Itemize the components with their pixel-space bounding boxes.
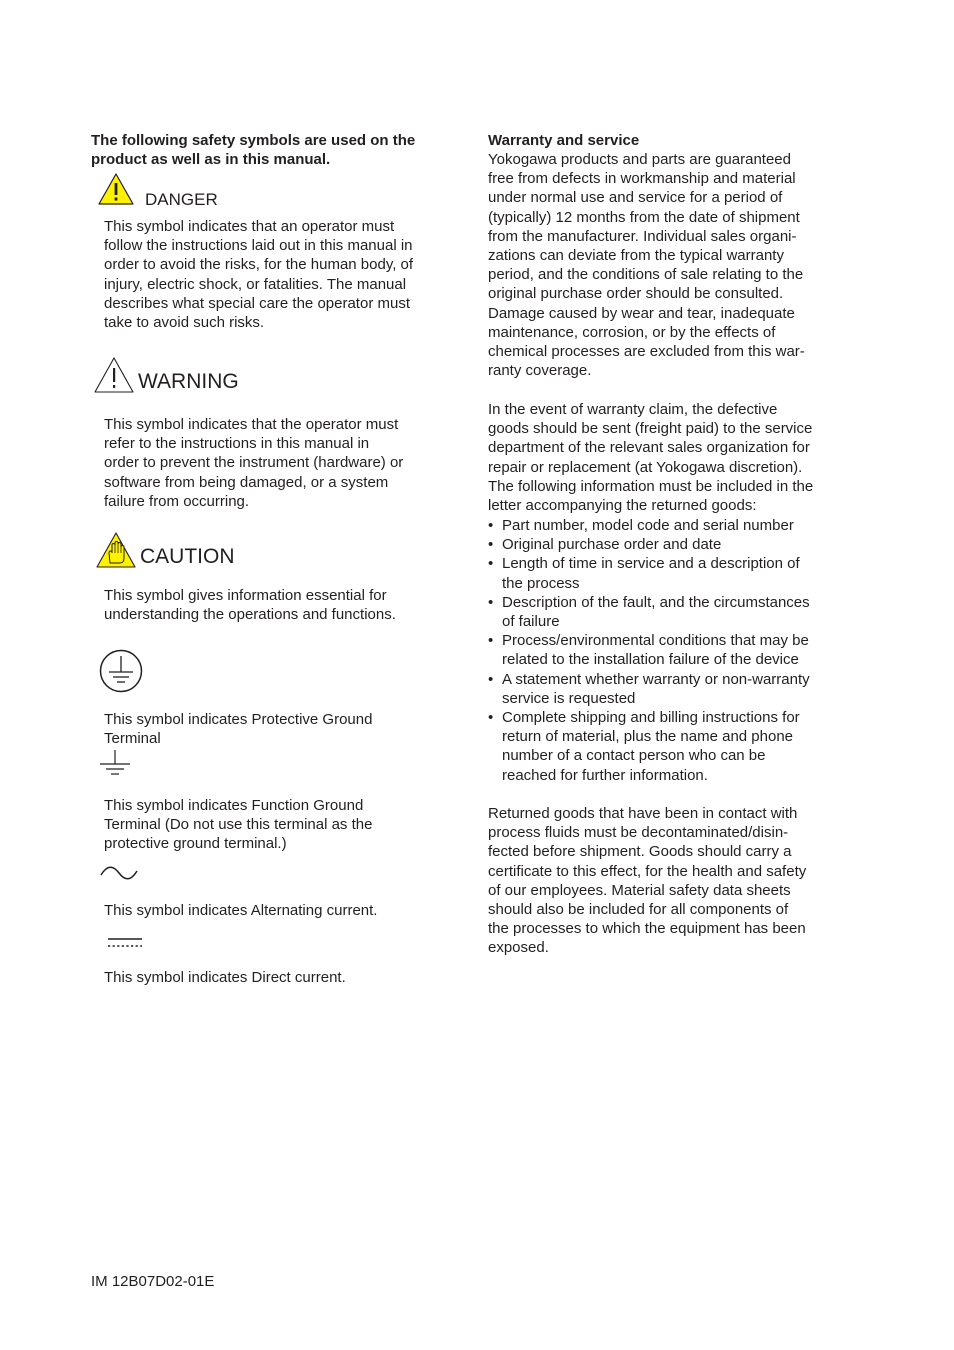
warranty-paragraph-2: In the event of warranty claim, the defective goods should be sent (freight paid) to the service department of the relevant sales organization for repair or replacement (at Yokogawa discretion). The following information must be included in the letter accompanying the returned goods: bbox=[488, 401, 814, 515]
caution-title: CAUTION bbox=[140, 545, 235, 568]
caution-description: This symbol gives information essential for understanding the operations and functions. bbox=[104, 587, 396, 624]
function-ground-icon bbox=[98, 749, 132, 777]
warning-triangle-icon bbox=[93, 356, 135, 394]
alternating-current-icon bbox=[99, 864, 139, 882]
caution-hand-icon bbox=[95, 531, 137, 569]
danger-description: This symbol indicates that an operator must follow the instructions laid out in this manual in order to avoid the risks, for the human body, of injury, electric shock, or fatalities. The manual describes what special care the operator must take to avoid such risks. bbox=[104, 218, 414, 332]
direct-current-icon bbox=[107, 936, 143, 950]
document-id: IM 12B07D02-01E bbox=[91, 1273, 215, 1290]
warranty-paragraph-1: Yokogawa products and parts are guaranteed free from defects in workmanship and material under normal use and service for a period of (typically) 12 months from the date of shipment from the manufacturer. Individual sales organi- zations can deviate from the typical warranty period, and the conditions of sale relating to the original purchase order should be consulted. Damage caused by wear and tear, inadequate maintenance, corrosion, or by the effects of chemical processes are excluded from this war- ranty coverage. bbox=[488, 151, 805, 380]
danger-triangle-icon bbox=[97, 172, 135, 206]
list-item: • Description of the fault, and the circumstances of failure bbox=[488, 593, 848, 631]
list-item: • Process/environmental conditions that may be related to the installation failure of the device bbox=[488, 631, 848, 669]
warranty-heading: Warranty and service bbox=[488, 132, 640, 149]
warning-title: WARNING bbox=[138, 370, 239, 393]
warning-description: This symbol indicates that the operator must refer to the instructions in this manual in order to prevent the instrument (hardware) or software from being damaged, or a system failure from occurring. bbox=[104, 416, 404, 510]
list-item: • Original purchase order and date bbox=[488, 535, 848, 554]
list-item: • Length of time in service and a description of the process bbox=[488, 554, 848, 592]
warranty-paragraph-3: Returned goods that have been in contact with process fluids must be decontaminated/disin- fected before shipment. Goods should carry a certificate to this effect, for the health and safety of our employees. Material safety data sheets should also be included for all components of the processes to which the equipment has been exposed. bbox=[488, 805, 807, 957]
protective-ground-icon bbox=[98, 648, 144, 694]
function-ground-description: This symbol indicates Function Ground Terminal (Do not use this terminal as the protective ground terminal.) bbox=[104, 797, 373, 853]
protective-ground-description: This symbol indicates Protective Ground Terminal bbox=[104, 711, 373, 748]
returned-goods-info-list bbox=[488, 516, 848, 785]
list-item: • A statement whether warranty or non-warranty service is requested bbox=[488, 670, 848, 708]
direct-current-description: This symbol indicates Direct current. bbox=[104, 969, 346, 986]
list-item: • Complete shipping and billing instructions for return of material, plus the name and phone number of a contact person who can be reached for further information. bbox=[488, 708, 848, 785]
safety-symbols-intro: The following safety symbols are used on the product as well as in this manual. bbox=[91, 132, 416, 169]
alternating-current-description: This symbol indicates Alternating current. bbox=[104, 902, 378, 919]
list-item: • Part number, model code and serial number bbox=[488, 516, 848, 535]
danger-title: DANGER bbox=[145, 190, 218, 209]
